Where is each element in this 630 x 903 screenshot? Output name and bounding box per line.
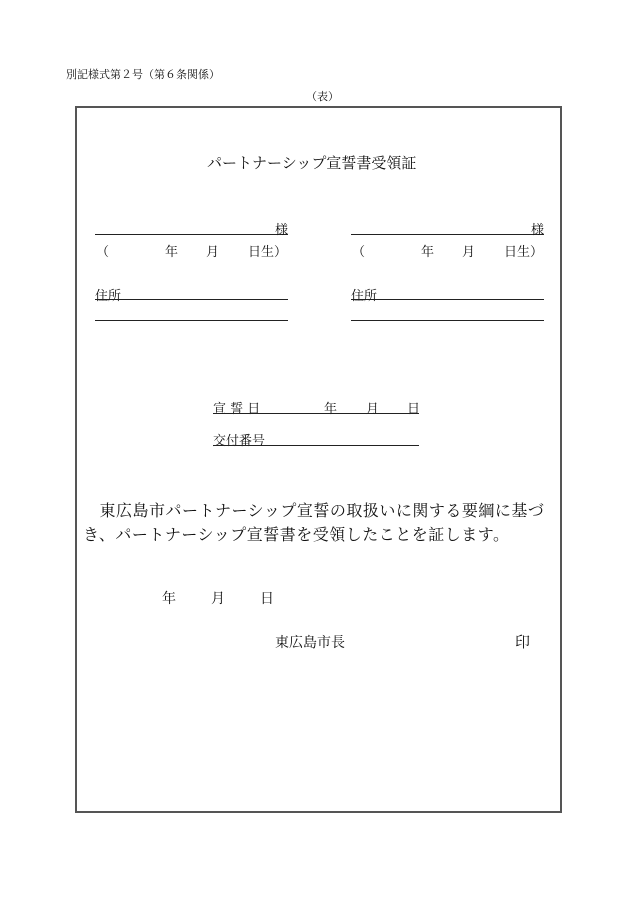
issuer-name: 東広島市長 [275,635,345,651]
issue-date-day: 日 [260,591,274,607]
seal-mark: 印 [515,633,531,651]
left-name-line [95,234,288,235]
certificate-title: パートナーシップ宣誓書受領証 [207,154,417,172]
right-dob-month: 月 [462,245,476,260]
right-address-line-1 [351,299,544,300]
left-honorific: 様 [275,223,289,238]
right-dob-open: （ [352,245,366,260]
left-dob-year: 年 [165,245,179,260]
side-label: （表） [306,90,339,103]
form-label: 別記様式第２号（第６条関係） [66,68,220,81]
left-address-line-1 [95,299,288,300]
oath-date-label: 宣 誓 日 [213,402,261,417]
right-honorific: 様 [531,223,545,238]
oath-date-day: 日 [407,402,421,417]
issue-number-label: 交付番号 [213,434,266,449]
oath-date-line [213,413,419,414]
issue-date-year: 年 [162,591,176,607]
right-dob-year: 年 [421,245,435,260]
certification-statement: 東広島市パートナーシップ宣誓の取扱いに関する要綱に基づき、パートナーシップ宣誓書を受領したことを証します。 [83,501,545,544]
left-address-line-2 [95,320,288,321]
left-address-label: 住所 [95,289,122,304]
right-dob-day: 日生） [504,245,544,260]
right-address-label: 住所 [351,289,378,304]
right-name-line [351,234,544,235]
issue-date-month: 月 [211,591,225,607]
left-dob-day: 日生） [248,245,288,260]
issue-number-line [213,445,419,446]
left-dob-open: （ [96,245,110,260]
certificate-frame [75,106,562,813]
oath-date-year: 年 [324,402,338,417]
oath-date-month: 月 [366,402,380,417]
left-dob-month: 月 [206,245,220,260]
right-address-line-2 [351,320,544,321]
